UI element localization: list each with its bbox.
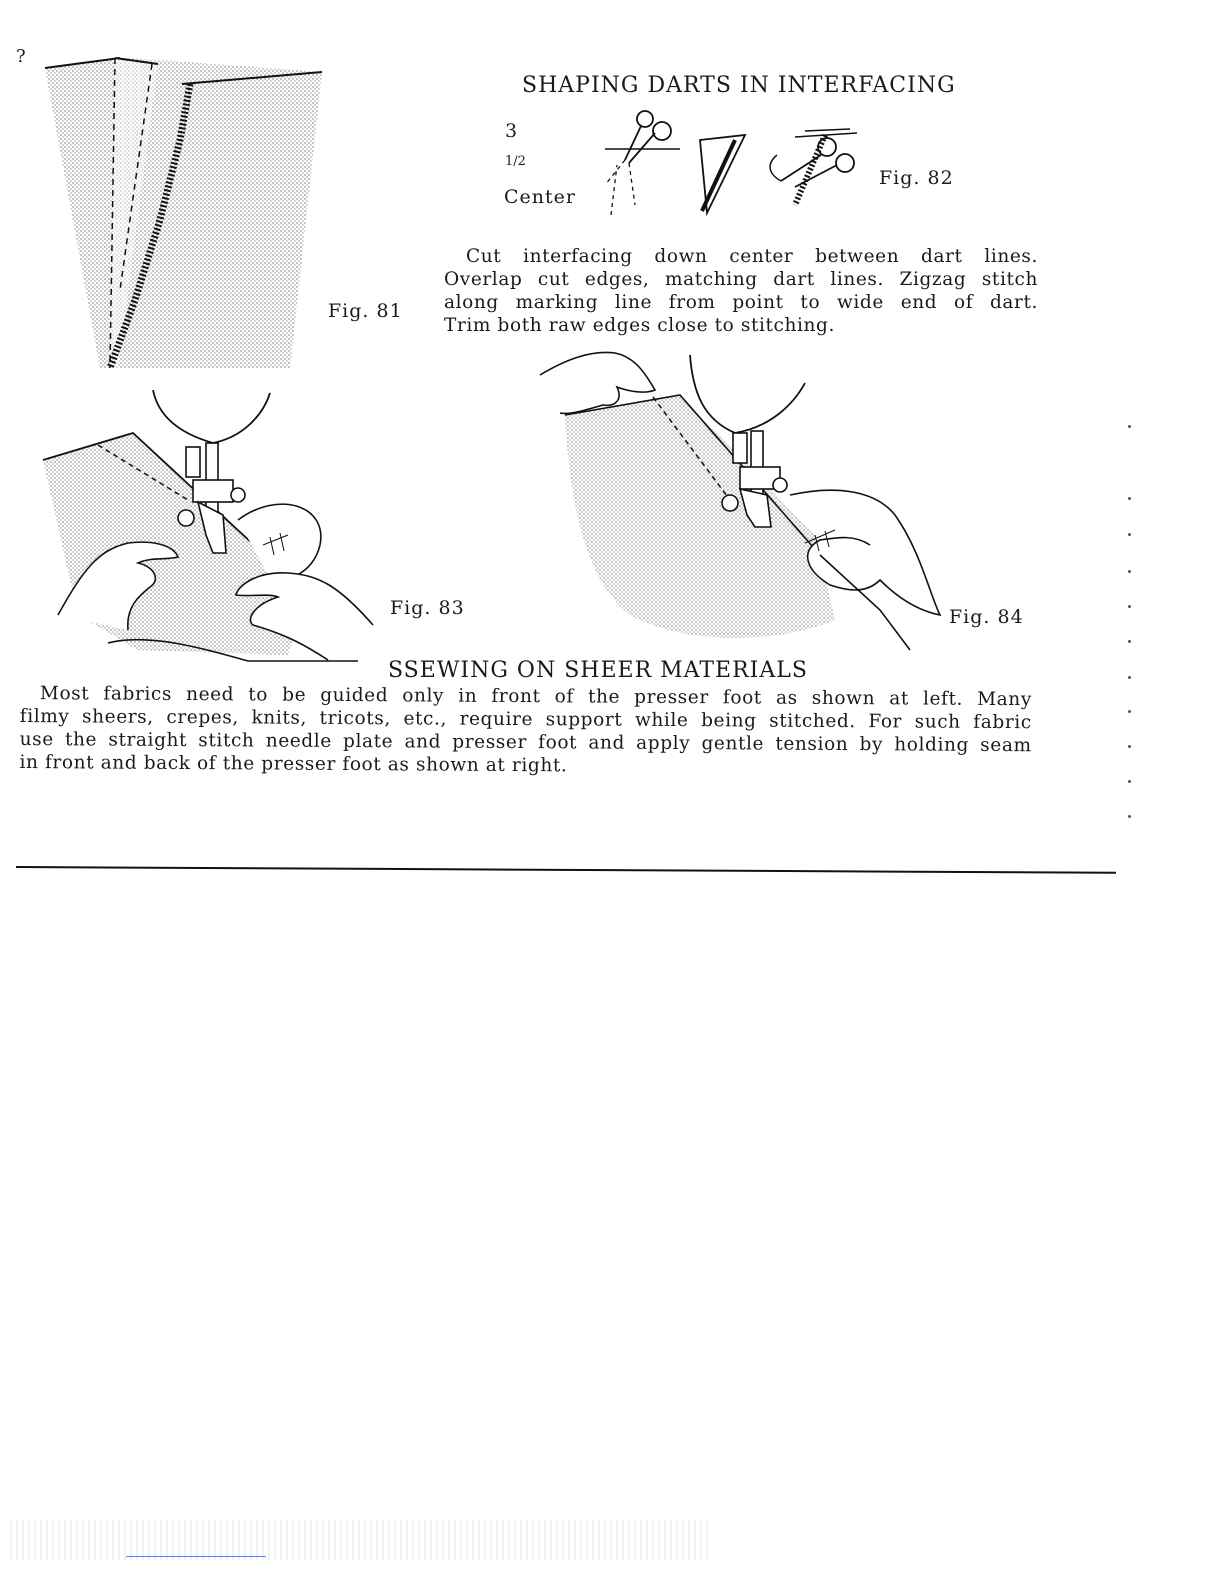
sheer-line: Most fabrics need to be guided only in front of the presser foot as shown at left. Many — [39, 683, 1032, 711]
scan-speck — [1128, 497, 1131, 500]
darts-line: along marking line from point to wide end of dart. — [444, 292, 1038, 313]
page-divider — [16, 866, 1116, 874]
scan-speck — [1128, 570, 1131, 573]
scan-speck — [1128, 533, 1131, 536]
corner-mark: ? — [16, 46, 26, 67]
fig82-step-half: 1/2 — [505, 154, 526, 169]
fig82-illustration — [595, 105, 870, 230]
fig82-step-center: Center — [504, 186, 576, 208]
darts-heading: SHAPING DARTS IN INTERFACING — [522, 73, 956, 98]
fig83-sewing-illustration — [38, 385, 383, 670]
scan-speck — [1128, 710, 1131, 713]
scissors-icon — [625, 111, 671, 163]
fig84-label: Fig. 84 — [949, 606, 1024, 628]
scan-noise — [10, 1520, 710, 1560]
fig83-label: Fig. 83 — [390, 597, 465, 619]
sheer-line: use the straight stitch needle plate and presser foot and apply gentle tension by holding seam — [19, 728, 1032, 757]
fig81-label: Fig. 81 — [328, 300, 403, 322]
scan-speck — [1128, 745, 1131, 748]
fig84-sewing-illustration — [535, 345, 955, 655]
scan-speck — [1128, 815, 1131, 818]
scan-speck — [1128, 640, 1131, 643]
scissors-icon — [770, 138, 854, 187]
fig82-label: Fig. 82 — [879, 167, 954, 189]
scan-speck — [1128, 425, 1131, 428]
scan-speck — [1128, 676, 1131, 679]
darts-line: Cut interfacing down center between dart lines. — [466, 246, 1038, 267]
darts-line: Trim both raw edges close to stitching. — [444, 315, 835, 336]
scan-speck — [1128, 780, 1131, 783]
sheer-line: filmy sheers, crepes, knits, tricots, etc., require support while being stitched. For such fabric — [19, 705, 1032, 734]
darts-instructions — [444, 245, 1038, 337]
sheer-instructions — [19, 682, 1032, 780]
fig82-step-3: 3 — [505, 120, 518, 142]
sheer-heading: SSEWING ON SHEER MATERIALS — [388, 658, 808, 683]
scan-speck — [1128, 605, 1131, 608]
scan-artifact-line — [126, 1556, 266, 1557]
sheer-line: in front and back of the presser foot as shown at right. — [19, 751, 568, 777]
fig81-dart-illustration — [40, 50, 340, 380]
darts-line: Overlap cut edges, matching dart lines. Zigzag stitch — [444, 269, 1038, 290]
